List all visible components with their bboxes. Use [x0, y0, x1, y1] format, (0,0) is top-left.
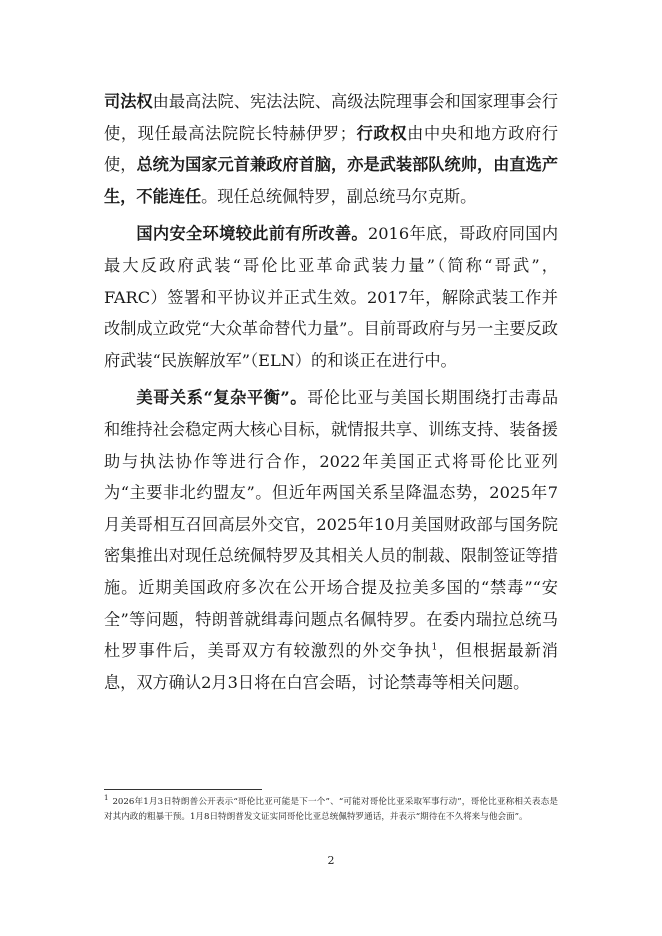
- paragraph-domestic-security: [104, 218, 558, 376]
- bold-heading-domestic-security: 国内安全环境较此前有所改善。: [136, 224, 368, 244]
- footnote-divider: [104, 789, 262, 790]
- bold-heading-us-colombia: 美哥关系“复杂平衡”。: [136, 388, 308, 408]
- text-executive-detail: 由中央和地方政府行使，: [104, 123, 559, 175]
- footnote-text: 2026年1月3日特朗普公开表示“哥伦比亚可能是下一个”、“可能对哥伦比亚采取军事行动”，哥伦比亚称相关表态是对其内政的粗暴干预。1月8日特朗普发文证实同哥伦比亚总统佩特罗通话，并表示“期待在不久将来与他会面”。: [104, 797, 558, 822]
- paragraph-us-colombia-relations: [104, 382, 558, 698]
- bold-phrase-executive-power: 行政权: [355, 123, 408, 143]
- body-text: [104, 86, 558, 698]
- text-us-colombia-part2: ，但根据最新消息，双方确认2月3日将在白宫会晤，讨论禁毒等相关问题。: [104, 641, 558, 692]
- bold-phrase-judicial-power: 司法权: [104, 92, 153, 111]
- text-current-leaders: 。现任总统佩特罗，副总统马尔克斯。: [201, 186, 477, 206]
- text-judicial-detail: 由最高法院、宪法法院、高级法院理事会和国家理事会行使，现任最高法院院长特赫伊罗；: [104, 92, 559, 143]
- footnote: [104, 795, 558, 825]
- footnote-reference[interactable]: 1: [431, 642, 438, 653]
- paragraph-political-structure: [104, 86, 558, 212]
- text-us-colombia-part1: 哥伦比亚与美国长期围绕打击毒品和维持社会稳定两大核心目标，就情报共享、训练支持、装备援助与执法协作等进行合作，2022年美国正式将哥伦比亚列为“主要非北约盟友”。但近年两国关系呈降温态势，2025年7月美哥相互召回高层外交官，2025年10月美国财政部与国务院密集推出对现任总统佩特罗及其相关人员的制裁、限制签证等措施。近期美国政府多次在公开场合提及拉美多国的“禁毒”“安全”等问题，特朗普就缉毒问题点名佩特罗。在委内瑞拉总统马杜罗事件后，美哥双方有较激烈的外交争执: [104, 388, 559, 661]
- footnote-number: 1: [104, 794, 109, 803]
- page-number: 2: [327, 854, 335, 867]
- text-domestic-security: 2016年底，哥政府同国内最大反政府武装“哥伦比亚革命武装力量”（简称“哥武”， FARC）签署和平协议并正式生效。2017年，解除武装工作并改制成立政党“大众革命替代力量”。目前哥政府与另一主要反政府武装“民族解放军”（ELN）的和谈正在进行中。: [104, 224, 559, 370]
- bold-phrase-president-role: 总统为国家元首兼政府首脑，亦是武装部队统帅，由直选产生，不能连任: [104, 155, 559, 206]
